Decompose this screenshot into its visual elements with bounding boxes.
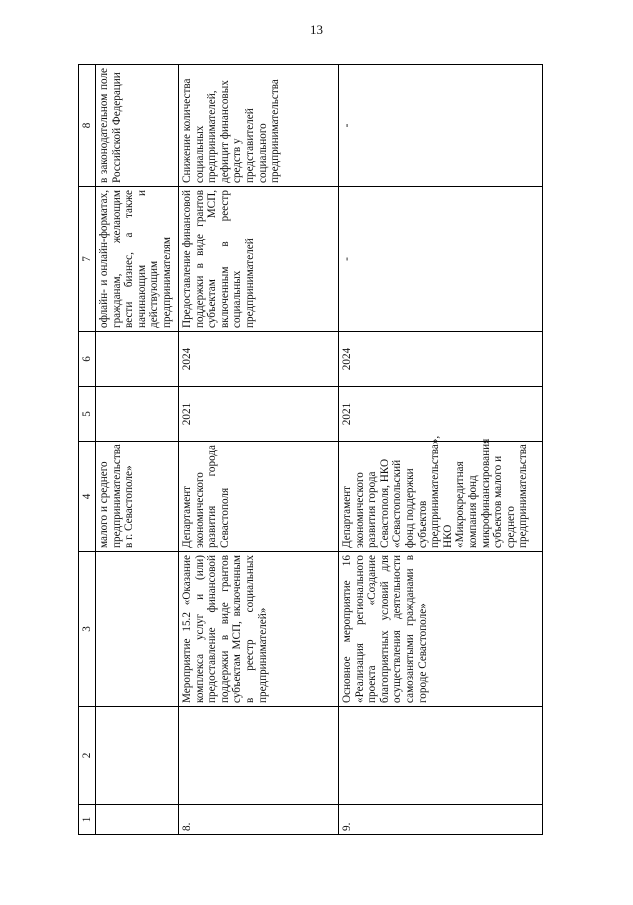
header-cell: 1 — [79, 805, 96, 835]
header-cell: 6 — [79, 332, 96, 387]
cell-measure — [96, 552, 179, 707]
cell-executor: Департамент экономического развития города Севастополя, НКО «Севастопольский фонд поддержки субъектов предпринимательства», НКО «Микрокредитная компания фонд микрофинансирования субъектов малого и среднего предпринимательства — [339, 442, 543, 552]
page-number: 13 — [310, 22, 323, 37]
cell-result: Предоставление финансовой поддержки в виде грантов субъектам МСП, включенным в реестр социальных предпринимателей — [179, 187, 339, 332]
cell-consequence: - — [339, 65, 543, 187]
cell-col2 — [96, 707, 179, 805]
cell-start-year: 2021 — [179, 387, 339, 442]
cell-result: - — [339, 187, 543, 332]
cell-start-year: 2021 — [339, 387, 543, 442]
row-number — [96, 805, 179, 835]
row-number: 9. — [339, 805, 543, 835]
cell-start-year — [96, 387, 179, 442]
header-cell: 7 — [79, 187, 96, 332]
cell-end-year: 2024 — [179, 332, 339, 387]
table-row — [96, 65, 179, 835]
header-cell: 5 — [79, 387, 96, 442]
header-row — [79, 65, 96, 835]
table-row — [179, 65, 339, 835]
cell-end-year: 2024 — [339, 332, 543, 387]
cell-end-year — [96, 332, 179, 387]
cell-col2 — [339, 707, 543, 805]
program-measures-table — [78, 64, 543, 835]
header-cell: 8 — [79, 65, 96, 187]
cell-executor: Департамент экономического развития города Севастополя — [179, 442, 339, 552]
cell-measure: Основное мероприятие 16 «Реализация регионального проекта «Создание благоприятных условий для осуществления деятельности самозанятыми гражданами в городе Севастополе» — [339, 552, 543, 707]
table-row — [339, 65, 543, 835]
header-cell: 2 — [79, 707, 96, 805]
cell-executor: малого и среднего предпринимательства в г. Севастополе» — [96, 442, 179, 552]
cell-consequence: в законодательном поле Российской Федерации — [96, 65, 179, 187]
cell-consequence: Снижение количества социальных предпринимателей, дефицит финансовых средств у представителей социального предпринимательства — [179, 65, 339, 187]
cell-col2 — [179, 707, 339, 805]
rotated-table-wrapper — [78, 65, 543, 835]
cell-result: офлайн- и онлайн-форматах, гражданам, желающим вести бизнес, а также начинающим и действующим предпринимателям — [96, 187, 179, 332]
header-cell: 3 — [79, 552, 96, 707]
row-number: 8. — [179, 805, 339, 835]
header-cell: 4 — [79, 442, 96, 552]
cell-measure: Мероприятие 15.2 «Оказание комплекса услуг и (или) предоставление финансовой поддержки в виде грантов субъектам МСП, включенным в реестр социальных предпринимателей» — [179, 552, 339, 707]
